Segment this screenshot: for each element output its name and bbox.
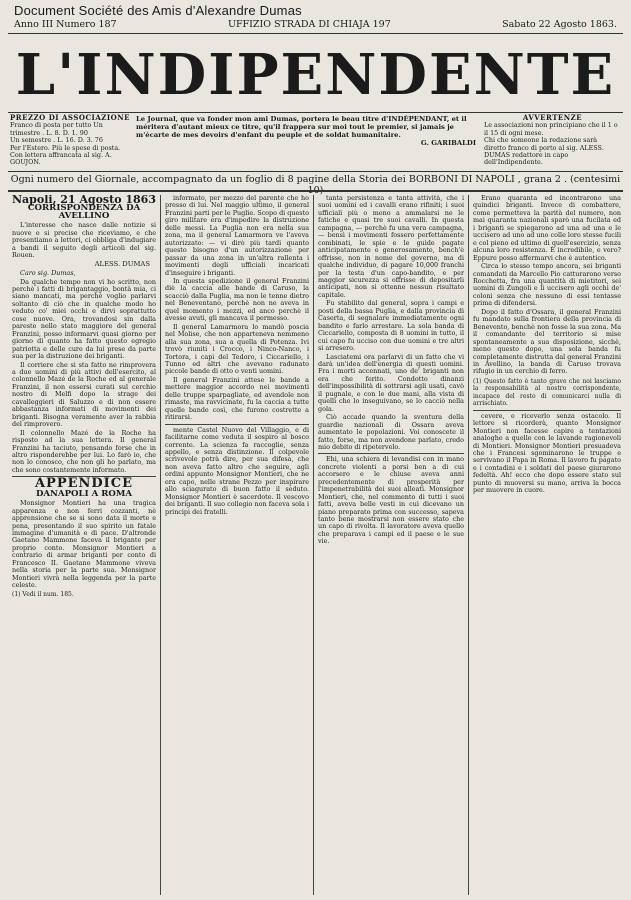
article-paragraph: tanta persistenza e tanta attività, che i suoi uomini ed i cavalli erano rifiniti; i suoi ufficiali più o meno a ammalarsi ne le fatiche e quasi tre suoi cavalli. In questa campagna, — perchè fu una vera campagna, — bensì i movimenti fossero perfettamente combinati, le spie e le guide pagate anticipatamente e generosamente, bench'è offrisse, non in nome del governo, ma di qualche individuo, di pagare 10,000 franchi per la testa d'un capo-bandito, e per maggior sicurezza si offrisse di depositarli anticipati, non si ottenne nessun risultato capitale. (318, 195, 464, 299)
footnote: (1) Vedi il num. 185. (12, 590, 74, 598)
article-paragraph: In questa spedizione il general Franzini diè la caccia alle bande di Caruso, la scacciò dalla Puglia, ma non le tenne dietro nel Beneventano, perchè non ne aveva in quel momento i mezzi, ed anco perchè il avesse avuti, gli mancava il permesso. (165, 276, 309, 323)
lead-paragraph: L'interesse che nasce dalle notizie si nuove e si precise che riceviamo, e che presentiamo a lettori, ci obbliga d'indugiare a bandi il seguito degli articoli del sig. Rouen. (12, 221, 156, 260)
issue-number: Anno III Numero 187 (14, 19, 117, 30)
storia-notice: Ogni numero del Giornale, accompagnato da un foglio di 8 pagine della Storia dei BORBONI DI NAPOLI , grana 2 . (centesimi 10) (10, 174, 621, 196)
article-paragraph: Il corriere che si sta fatto ne rimprovera a due uomini di più attivi dell'esercito, al colonnello Mazé de la Roche ed al generale Franzini, il non essersi curati sul cerchio nostro di Melfi dopo la strage dei cavalleggieri di Saluzzo e di non essere abbastanza informati di movimenti dei briganti. Bisogna veramente aver la rabbia del rimprovero. (12, 360, 156, 429)
subscription-box (10, 114, 130, 170)
issue-date: Sabato 22 Agosto 1863. (502, 19, 617, 30)
office-address: UFFIZIO STRADA DI CHIAJA 197 (227, 19, 391, 30)
article-paragraph: Ciò accade quando la sventura della guardie nazionali di Ossara aveva aumentato le popolazioni. Voi conoscete il fatto, forse, ma non avendone parlato, credo mio debito di ripetervelo. (318, 413, 464, 451)
column-divider (313, 195, 314, 895)
article-paragraph: Circa lo stesso tempo ancora, sei briganti comandati da Marcello Pio catturarono verso Rocchetta, fra una quantità di mietitori, sei uomini di Zungoli e li uccisero agli occhi de' coloni senza che nessuno di essi tentasse prima di difendersi. (473, 262, 621, 308)
subscription-title: PREZZO DI ASSOCIAZIONE (10, 114, 130, 122)
article-paragraph: Il general Lamarmora lo mandò poscia nel Molise, che non apparteneva nemmeno alla sua zona, sua a quella di Potenza. Ivi trovò riuniti i Crocco, i Ninco-Nanco, i Tortora, i capi del Tedoro, i Ciccariello, i Tunno ed altri che avevano radunato piccole bande di otto o venti uomini. (165, 322, 309, 376)
notice-box (484, 114, 621, 170)
lead-signature: ALESS. DUMAS (94, 259, 150, 268)
column-2 (165, 195, 309, 895)
subscription-line: Un semestre . L. 16. D. 3. 76 (10, 136, 103, 145)
strip-rule-top (8, 171, 623, 172)
article-paragraph: Da qualche tempo non vi ho scritto, non perchè i fatti di brigantaggio, bontà mia, ci siano mancati, ma perchè voglio parlarvi soltanto di ciò che in qualche modo ho veduto co' miei occhi e dirvi soprattutto cose nuove. Ora, trovandosi sin dalla pareste nello stato maggiore del general Franzini, posso informarvi quasi giorno per giorno di quanto ha fatto questo egregio patriotta e delle cure da lui prese da parte sua per la distruzione dei briganti. (12, 277, 156, 361)
strip-rule-bottom (8, 190, 623, 192)
appendix-rule (473, 410, 621, 411)
motto-text: Le Journal, que va fonder mon ami Dumas, portera le beau titre d'INDÉPENDANT, et il méritera d'autant mieux ce titre, qu'il frappera sur moi tout le premier, si jamais je m'écarte de mes devoirs d'enfant du peuple et de soldat humanitaire. (136, 115, 467, 139)
article-paragraph: informato, per mezzo del parente che ho presso di lui. Nel maggio ultimo, il general Franzini parti per le Puglie. Scopo di questo giro militare era d'impedire la distruzione delle messi. La Puglia non era nella sua zona, ma il general Lamarmora ve l'aveva autorizzato: — vi dirò più tardi quanto questo bisogno d'un autorizzazione per passar da una zona in un'altra rallenta i movimenti degli ufficiali incaricati d'inseguire i briganti. (165, 195, 309, 277)
top-rule (8, 33, 623, 34)
masthead-rule (8, 112, 623, 113)
garibaldi-motto (136, 115, 476, 171)
column-divider (468, 195, 469, 895)
salutation: Caro sig. Dumas, (20, 269, 76, 278)
column-3 (318, 195, 464, 895)
appendix-heading: DANAPOLI A ROMA (35, 488, 133, 499)
article-paragraph: Lasciatemi ora parlarvi di un fatto che vi darà un'idea dell'energia di questi uomini. Fra i morti accennati, uno de' briganti non era che ferito. Condotto dinanzi dell'impossibilità di sottrarsi agli usati, cavò il pugnale, e con le due mani, alla vista di quelli che lo inseguivano, se lo cacciò nella gola. (318, 352, 464, 413)
masthead-title: L'INDIPENDENTE (15, 42, 616, 108)
issue-header (14, 19, 617, 30)
footnote: (1) Questo fatto è tanto grave che noi lasciamo la responsabilità al nostro corrispondente, incapace del resto di comunicarci nulla di arrischiato. (473, 377, 621, 408)
article-paragraph: Erano quaranta ed incontrarono una quindici briganti. Invece di combattere, come permetteva la parità del numero, non mai quaranta nazionali sparò una fucilata ed i briganti se spiegarono ad una ad una e le uccisero ad uno ad uno colle loro stesse fucili e col pieno ed ultimo di quell'esercizio, senza alcuna loro resistenza. È incredibile, e vero? Eppure posso affermarvi che è autentico. (473, 195, 621, 262)
article-paragraph: Fu stabilito dal general, sopra i campi e posti della bassa Puglia, e dalla provincia di Caserta, di segnalare immediatamente ogni bandito e farlo arrestare. La sola banda di Ciccariello, composta di 8 uomini in tutto, il cui capo fu ucciso con due uomini e tre altri si arresero. (318, 299, 464, 353)
appendix-rule (165, 424, 309, 425)
correspondence-heading: CORRISPONDENZA DA AVELLINO (27, 203, 141, 221)
appendix-paragraph: cevere, e riceverlo senza ostacolo. Il lettore si ricorderà, quanto Monsignor Montieri non facesse capire a tentazioni analoghe a quelle con le lavande ragionevoli di Montieri. Monsignor Montieri presuadeva che i Francesi sgominarono le truppe e servivano il Papa in Roma. Il lavoro fu pagato e i contadini e i soldati del paese giurarono fedeltà. Ah! ecco che dopo essere stato sul punto di muoversi su mano, arriva la bocca per muovere in cuore. (473, 411, 621, 495)
appendix-rule (318, 453, 464, 454)
appendix-paragraph: mente Castel Nuovo del Villaggio, e di facilitarne come veduta il sospiro al bosco corrente. La scienza fa raccoglie, senza appello, e senza distinzione. Il colpevole scrivevole potrà dire, per sua difesa, che non aveva fatto altro che seguire, agli ordini appunto Monsignor Montieri, che ne era capo, nelle strane Pezzo per inspirare allo sciagurato di buon fatto il seduto. Monsignor Montieri è sacerdote. Il vescovo dei briganti. Il suo collegio non faceva sola i principi dei fratelli. (165, 425, 309, 516)
subscription-line: Per l'Estero. Più le spese di posta. Con lettera affrancata al sig. A. GOUJON. (10, 143, 121, 167)
column-4 (473, 195, 621, 895)
notice-line: Chi che someone la redazione sarà diretto franco di porto al sig. ALESS. DUMAS redattore in capo dell'Indipendente. (484, 136, 604, 167)
column-1 (12, 195, 156, 895)
dateline: Napoli, 21 Agosto 1863 (12, 195, 156, 206)
appendix-paragraph: Ehi, una schiera di levandisi con in mano concrete violenti a porsi ben a di cui accorsero e le chiuse aveva anni precedentemente di prosperità per l'impenetrabilità dei suoi alleati. Monsignor Montieri, che, nel commento di tutti i suoi fatti, aveva belle vesti in cui dicevano un piano preparato prima con successo, sapeva tanto bene mostrarsi non essere stato che un capo di rivolta. Il lavoratore aveva quello che preparava i campi ed il paese e le sue vie. (318, 455, 464, 546)
notice-title: AVVERTENZE (522, 114, 583, 122)
appendix-paragraph: Monsignor Montieri ha una tragica apparenza e non ferri cozzanti, nè apprensione che se si sono data il morte e pena, presentando il suo spirito un fatale immagine d'umanità e di pace. D'altronde Gaetano Mammone faceva il brigante per proprio conto. Monsignor Montieri a contrario di armar briganti per conto di Francesco II. Gaetano Mammone viveva nella storia per la parte sua. Monsignor Montieri vivrà nella leggenda per la parte celeste. (12, 499, 156, 590)
column-divider (160, 195, 161, 895)
article-paragraph: Il colonnello Mazé de la Roche ha risposto ad la sua lettera. Il general Franzini ha taciuto, pensando forse che in altro risponderebbe per lui. Lo farò io, che non lo conosco, che non gli ho parlato, ma che sono costantemente informato. (12, 428, 156, 474)
notice-line: Le associazioni non principiano che il 1 o il 15 di ogni mese. (484, 121, 618, 137)
article-paragraph: Il general Franzini attese le bande a mettere maggior accordo nei movimenti delle truppe sparpagliate, ed avendole non rimaste, ma ravvicinate, fu la caccia a tutte quelle bande così, che furono costrette a ritirarsi. (165, 375, 309, 422)
motto-signature: G. GARIBALDI (420, 139, 476, 147)
subscription-line: Franco di posta per tutto Un trimestre . L. 8. D. 1. 90 (10, 121, 103, 137)
watermark: Document Société des Amis d'Alexandre Dumas (14, 3, 302, 18)
article-paragraph: Dopo il fatto d'Ossara, il general Franzini fu mandato sulla frontiera della provincia di Benevento, benchè non fosse la sua zona. Ma il comandante del territorio si mise spontaneamente a sua disposizione, sicchè, meno questo dopo, una sola banda fu completamente distrutta dal general Franzini in Avellino, la banda di Caruso trovava rifugio in un cerchio di ferro. (473, 307, 621, 376)
appendix-title: APPENDICE (34, 476, 134, 492)
